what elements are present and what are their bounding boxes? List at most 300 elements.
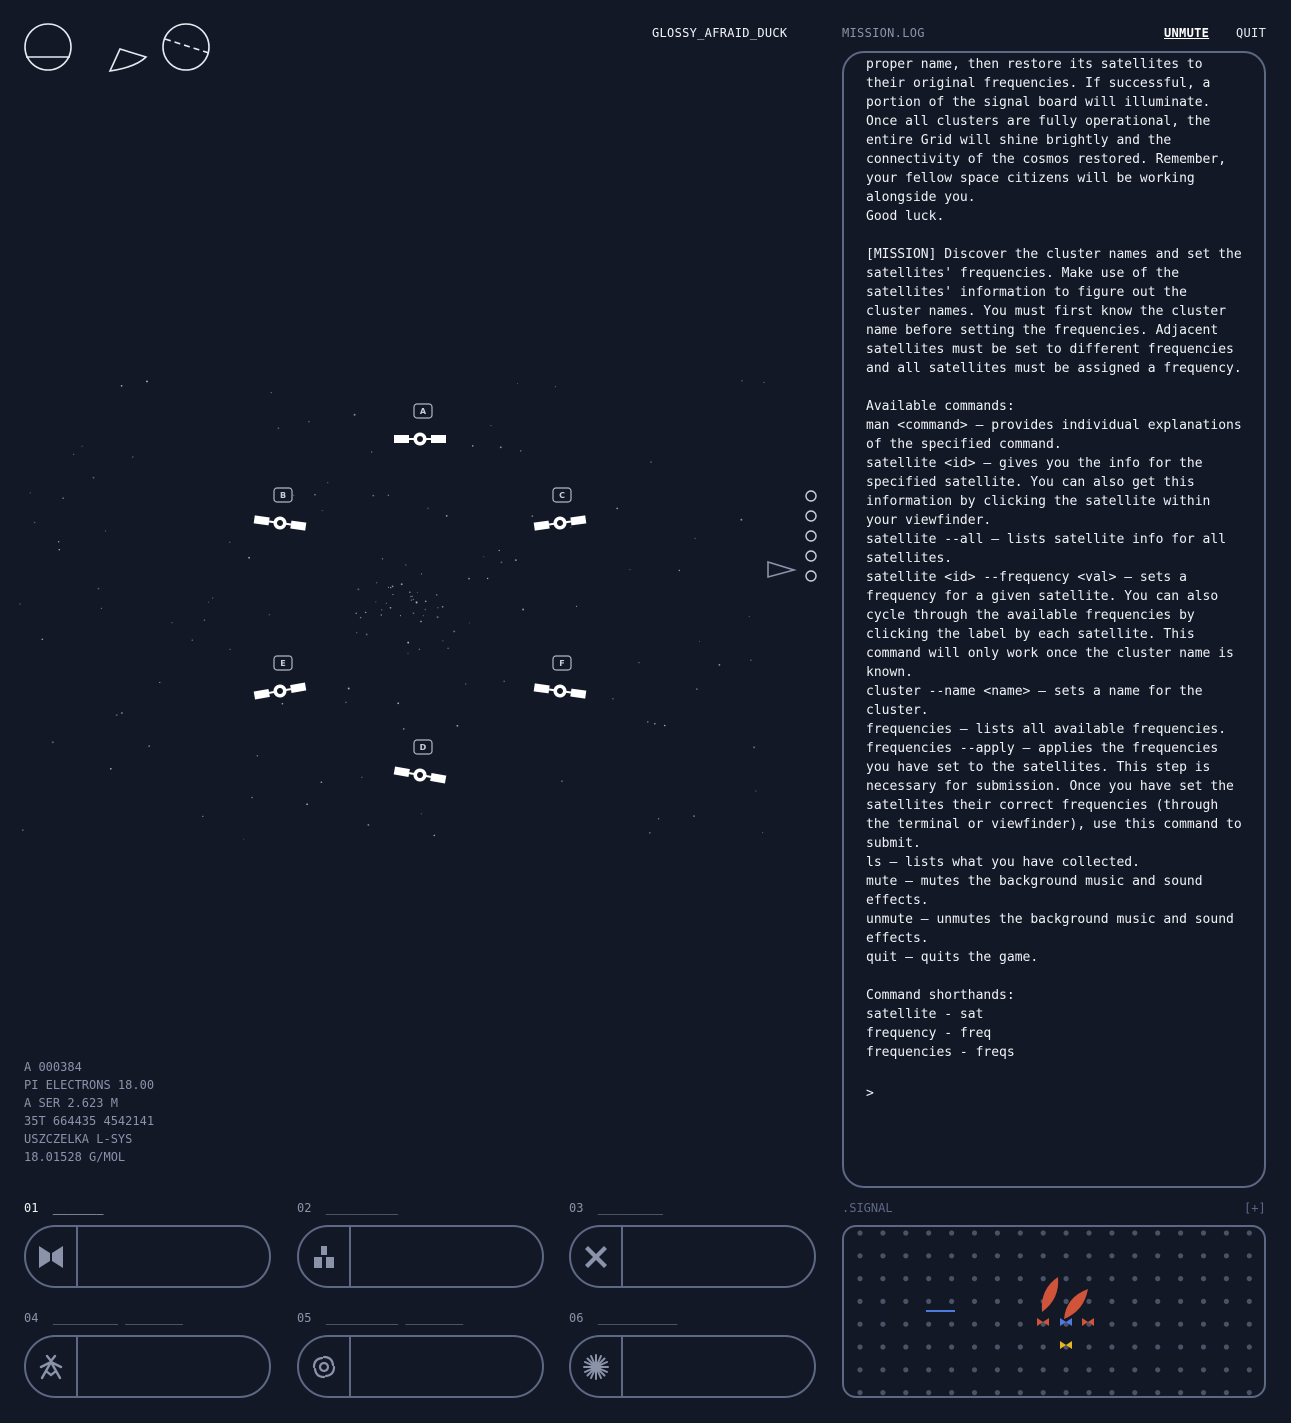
signal-dot <box>1132 1230 1137 1235</box>
star <box>367 824 369 826</box>
signal-dot <box>1086 1230 1091 1235</box>
signal-dot <box>926 1367 931 1372</box>
signal-dot <box>857 1390 862 1395</box>
cluster-name: _______ <box>52 1201 104 1215</box>
star <box>73 454 74 455</box>
signal-dot <box>972 1322 977 1327</box>
svg-text:A: A <box>419 407 427 416</box>
signal-dot <box>1086 1367 1091 1372</box>
signal-dot <box>949 1390 954 1395</box>
terminal-prompt[interactable]: > <box>866 1086 874 1101</box>
star <box>442 640 443 641</box>
signal-dot <box>926 1230 931 1235</box>
cluster-slot-02 <box>297 1201 398 1215</box>
star <box>191 639 193 641</box>
signal-dot <box>1018 1390 1023 1395</box>
signal-dot <box>1109 1253 1114 1258</box>
cluster-pager <box>768 491 816 581</box>
star <box>390 607 392 609</box>
star <box>433 835 435 837</box>
star <box>251 797 253 799</box>
signal-dot <box>1178 1344 1183 1349</box>
signal-dot <box>949 1299 954 1304</box>
star <box>62 497 64 499</box>
cluster-number: 04 <box>24 1311 39 1325</box>
cluster-number: 01 <box>24 1201 39 1215</box>
star <box>740 519 742 521</box>
planet-icon <box>25 24 71 70</box>
star <box>436 594 437 595</box>
star <box>423 615 424 616</box>
cross-icon <box>582 1243 610 1271</box>
pager-dot[interactable] <box>806 551 816 561</box>
pager-dot[interactable] <box>806 511 816 521</box>
cluster-name: __________ ________ <box>325 1311 464 1325</box>
star <box>360 617 361 618</box>
mission-log-terminal[interactable] <box>842 51 1266 1188</box>
signal-dot <box>1155 1299 1160 1304</box>
satellite-icon[interactable] <box>533 681 586 701</box>
signal-dot <box>903 1390 908 1395</box>
star <box>531 515 533 517</box>
signal-dot <box>903 1344 908 1349</box>
signal-glyph <box>1037 1277 1094 1349</box>
cluster-slot-button[interactable] <box>297 1225 544 1288</box>
star <box>356 632 357 633</box>
signal-dot <box>1247 1322 1252 1327</box>
signal-dot <box>1018 1253 1023 1258</box>
signal-dot <box>1041 1253 1046 1258</box>
signal-dot <box>1018 1299 1023 1304</box>
signal-dot <box>926 1390 931 1395</box>
svg-text:C: C <box>559 491 565 500</box>
signal-dot <box>1178 1230 1183 1235</box>
signal-dot <box>1201 1322 1206 1327</box>
signal-dot <box>1224 1253 1229 1258</box>
signal-dot <box>1155 1344 1160 1349</box>
star <box>650 461 651 462</box>
star <box>327 482 328 483</box>
satellite-d[interactable] <box>393 740 446 786</box>
signal-dot <box>880 1253 885 1258</box>
signal-dot <box>1224 1322 1229 1327</box>
quit-button[interactable]: QUIT <box>1236 26 1267 40</box>
signal-dot <box>949 1322 954 1327</box>
cluster-slot-button[interactable] <box>297 1335 544 1398</box>
cluster-slot-button[interactable] <box>569 1225 816 1288</box>
signal-grid <box>844 1227 1264 1396</box>
signal-dot <box>1109 1276 1114 1281</box>
signal-dot <box>1109 1230 1114 1235</box>
viewfinder[interactable] <box>0 300 830 880</box>
star <box>52 741 54 743</box>
signal-dot <box>949 1230 954 1235</box>
signal-dot <box>1018 1276 1023 1281</box>
signal-dot <box>972 1253 977 1258</box>
star <box>419 649 420 650</box>
signal-dot <box>1132 1322 1137 1327</box>
star <box>410 596 411 597</box>
readout-line: USZCZELKA L-SYS <box>24 1132 133 1146</box>
signal-dot <box>1041 1390 1046 1395</box>
star <box>229 649 230 650</box>
star <box>654 723 656 725</box>
star <box>447 648 448 649</box>
satellite-label-f[interactable] <box>553 656 571 670</box>
star <box>132 456 133 457</box>
star <box>105 530 106 531</box>
star <box>110 768 112 770</box>
star <box>271 392 272 393</box>
star <box>345 702 347 704</box>
unmute-button[interactable]: UNMUTE <box>1164 26 1210 40</box>
signal-dot <box>1064 1367 1069 1372</box>
star <box>664 725 666 727</box>
star <box>520 450 522 452</box>
signal-dot <box>1132 1276 1137 1281</box>
signal-dot <box>1041 1276 1046 1281</box>
signal-dot <box>1109 1367 1114 1372</box>
signal-dot <box>1155 1253 1160 1258</box>
star <box>469 622 470 623</box>
cluster-number: 02 <box>297 1201 312 1215</box>
satellite-label-a[interactable] <box>414 404 432 418</box>
signal-dot <box>1155 1367 1160 1372</box>
signal-dot <box>1155 1276 1160 1281</box>
star <box>483 556 484 557</box>
signal-dot <box>1086 1253 1091 1258</box>
star <box>386 603 387 604</box>
signal-dot <box>1155 1230 1160 1235</box>
signal-dot <box>903 1322 908 1327</box>
star <box>390 587 391 588</box>
star <box>442 606 444 608</box>
signal-dot <box>1201 1344 1206 1349</box>
star <box>629 569 630 570</box>
signal-dot <box>857 1253 862 1258</box>
signal-dot <box>1224 1276 1229 1281</box>
signal-dot <box>1086 1390 1091 1395</box>
signal-dot <box>1018 1230 1023 1235</box>
signal-expand-button[interactable]: [+] <box>1244 1201 1266 1215</box>
signal-dot <box>1247 1230 1252 1235</box>
star <box>22 829 24 831</box>
star <box>380 614 382 616</box>
satellite-label-d[interactable] <box>414 740 432 754</box>
star <box>696 688 697 689</box>
star <box>308 421 310 423</box>
cluster-slot-03 <box>569 1201 663 1215</box>
star <box>407 642 409 644</box>
satellite-b[interactable] <box>253 488 306 533</box>
signal-dot <box>1109 1322 1114 1327</box>
star <box>576 606 577 607</box>
star <box>421 573 422 574</box>
star <box>612 698 613 699</box>
player-name: GLOSSY_AFRAID_DUCK <box>652 26 788 40</box>
readout-line: A SER 2.623 M <box>24 1096 118 1110</box>
satellite-icon[interactable] <box>533 513 586 533</box>
star <box>763 382 764 383</box>
signal-dot <box>1109 1344 1114 1349</box>
star <box>453 630 455 632</box>
pager-arrow-icon[interactable] <box>768 562 794 577</box>
signal-dot <box>1132 1344 1137 1349</box>
star <box>397 702 399 704</box>
star <box>570 527 571 528</box>
star <box>417 592 418 593</box>
star <box>357 588 359 590</box>
star <box>699 641 700 642</box>
satellite-label-b[interactable] <box>274 488 292 502</box>
signal-dot <box>1064 1253 1069 1258</box>
star <box>93 477 95 479</box>
star <box>753 746 755 748</box>
signal-dot <box>1132 1367 1137 1372</box>
signal-dot <box>1201 1390 1206 1395</box>
signal-title: .SIGNAL <box>842 1201 893 1215</box>
cluster-slot-button[interactable] <box>24 1335 271 1398</box>
signal-dot <box>880 1367 885 1372</box>
star <box>146 380 148 382</box>
star <box>421 813 422 814</box>
signal-dot <box>972 1344 977 1349</box>
star <box>408 653 409 654</box>
star <box>322 510 323 511</box>
star <box>401 583 403 585</box>
signal-dot <box>1109 1390 1114 1395</box>
star <box>392 586 394 588</box>
blocks-icon <box>310 1243 338 1271</box>
star <box>212 598 213 599</box>
signal-dot <box>995 1367 1000 1372</box>
star <box>413 599 414 600</box>
satellite-icon[interactable] <box>253 680 306 702</box>
star <box>501 561 503 563</box>
star <box>693 815 694 816</box>
signal-dot <box>949 1367 954 1372</box>
signal-dot <box>857 1230 862 1235</box>
starfield <box>19 380 764 840</box>
star <box>388 495 389 496</box>
signal-dot <box>972 1276 977 1281</box>
signal-dot <box>1224 1344 1229 1349</box>
star <box>749 616 750 617</box>
star <box>649 832 651 834</box>
signal-dot <box>1247 1344 1252 1349</box>
signal-dot <box>1155 1390 1160 1395</box>
star <box>638 662 640 664</box>
cluster-slot-button[interactable] <box>24 1225 271 1288</box>
signal-dot <box>926 1253 931 1258</box>
cluster-slot-button[interactable] <box>569 1335 816 1398</box>
signal-dot <box>1178 1322 1183 1327</box>
star <box>762 832 763 833</box>
signal-dot <box>880 1344 885 1349</box>
signal-dot <box>995 1299 1000 1304</box>
signal-dot <box>880 1230 885 1235</box>
star <box>41 638 43 640</box>
star <box>499 550 500 551</box>
cluster-name: _________ ________ <box>52 1311 183 1325</box>
signal-dot <box>995 1322 1000 1327</box>
star <box>490 425 491 426</box>
satellite-icon[interactable] <box>393 764 446 786</box>
star <box>282 703 284 705</box>
star <box>487 578 488 579</box>
signal-dot <box>1086 1276 1091 1281</box>
signal-dot <box>1224 1367 1229 1372</box>
star <box>376 582 377 583</box>
star <box>321 781 323 783</box>
signal-dot <box>926 1299 931 1304</box>
star <box>306 803 308 805</box>
signal-dot <box>1018 1344 1023 1349</box>
signal-dot <box>1201 1230 1206 1235</box>
satellite-a[interactable] <box>394 404 446 446</box>
star <box>354 414 356 416</box>
star <box>366 634 368 636</box>
signal-dot <box>949 1253 954 1258</box>
star <box>19 603 20 604</box>
svg-text:F: F <box>559 659 565 668</box>
signal-dot <box>1247 1253 1252 1258</box>
svg-text:D: D <box>419 743 427 752</box>
star <box>750 660 751 661</box>
signal-dot <box>949 1344 954 1349</box>
satellite-c[interactable] <box>533 488 586 533</box>
signal-dot <box>995 1276 1000 1281</box>
pager-dot[interactable] <box>806 491 816 501</box>
signal-dot <box>1064 1390 1069 1395</box>
star <box>405 564 406 565</box>
signal-dot <box>880 1299 885 1304</box>
star <box>208 602 209 603</box>
pager-dot[interactable] <box>806 571 816 581</box>
star <box>372 495 374 497</box>
signal-dot <box>1041 1344 1046 1349</box>
star <box>437 607 438 608</box>
cluster-number: 06 <box>569 1311 584 1325</box>
signal-dot <box>1109 1299 1114 1304</box>
star <box>82 446 83 447</box>
star <box>446 515 448 517</box>
svg-text:E: E <box>280 659 286 668</box>
signal-dot <box>1086 1344 1091 1349</box>
signal-dot <box>903 1230 908 1235</box>
signal-dot <box>857 1367 862 1372</box>
star <box>755 790 756 791</box>
terminal-output: proper name, then restore its satellites to their original frequencies. If successful, a portion of the signal board will illuminate. Once all clusters are fully operational, the entire Grid will shine brightly and the connectivity of the cosmos restored. Remember, your fellow space citizens will be working alongside you. Good luck. [MISSION] Discover the cluster names and set the satellites' frequencies. Make use of the satellites' information to figure out the cluster names. You must first know the cluster name before setting the frequencies. Adjacent satellites must be set to different frequencies and all satellites must be assigned a frequency. Available commands: man <command> – provides individual explanations of the specified command. satellite <id> – gives you the info for the specified satellite. You can also get this information by clicking the satellite within your viewfinder. satellite --all – lists satellite info for all satellites. satellite <id> --frequency <val> – sets a frequency for a given satellite. You can also cycle through the available frequencies by clicking the label by each satellite. This command will only work once the cluster name is known. cluster --name <name> – sets a name for the cluster. frequencies – lists all available frequencies. frequencies --apply – applies the frequencies you have set to the satellites. This step is necessary for submission. Once you have set the satellites their correct frequencies (through the terminal or viewfinder), use this command to submit. ls – lists what you have collected. mute – mutes the background music and sound effects. unmute – unmutes the background music and sound effects. quit – quits the game. Command shorthands: satellite - sat frequency - freq frequencies - freqs <box>866 57 1242 1060</box>
readout-line: 35T 664435 4542141 <box>24 1114 155 1128</box>
star <box>411 599 412 600</box>
star <box>504 681 505 682</box>
signal-dot <box>1155 1322 1160 1327</box>
cluster-name: _________ <box>597 1201 663 1215</box>
signal-board <box>842 1225 1266 1398</box>
signal-dot <box>1018 1367 1023 1372</box>
star <box>522 609 524 611</box>
signal-dot <box>1041 1230 1046 1235</box>
signal-dot <box>972 1230 977 1235</box>
signal-dot <box>949 1276 954 1281</box>
star <box>243 839 244 840</box>
signal-dot <box>1041 1367 1046 1372</box>
star <box>229 542 230 543</box>
star <box>58 541 59 542</box>
signal-dot <box>995 1230 1000 1235</box>
star <box>719 664 721 666</box>
star <box>314 494 315 495</box>
star <box>679 570 680 571</box>
pager-dot[interactable] <box>806 531 816 541</box>
star <box>517 383 518 384</box>
signal-dot <box>1201 1367 1206 1372</box>
star <box>269 614 270 615</box>
cluster-slot-06 <box>569 1311 677 1325</box>
star <box>741 380 742 381</box>
star <box>148 745 150 747</box>
star <box>30 492 31 493</box>
star <box>101 608 102 609</box>
bowtie-icon <box>37 1243 65 1271</box>
starburst-icon <box>582 1353 610 1381</box>
star <box>121 712 123 714</box>
star <box>694 538 695 539</box>
star <box>365 612 366 613</box>
star <box>425 600 427 602</box>
spiral-icon <box>310 1353 338 1381</box>
star <box>400 615 401 616</box>
satellite-label-c[interactable] <box>553 488 571 502</box>
satellite-label-e[interactable] <box>274 656 292 670</box>
signal-dot <box>1247 1299 1252 1304</box>
signal-dot <box>1224 1299 1229 1304</box>
signal-dot <box>1201 1299 1206 1304</box>
signal-dot <box>972 1367 977 1372</box>
star <box>204 619 206 621</box>
readout-line: PI ELECTRONS 18.00 <box>24 1078 155 1092</box>
cluster-number: 03 <box>569 1201 584 1215</box>
signal-dot <box>1018 1322 1023 1327</box>
signal-dot <box>1132 1299 1137 1304</box>
sphere-icon <box>163 24 209 70</box>
cluster-slot-05 <box>297 1311 463 1325</box>
star <box>500 446 502 448</box>
satellite-icon[interactable] <box>394 433 446 446</box>
signal-dot <box>903 1253 908 1258</box>
wedge-icon <box>110 49 146 71</box>
star <box>561 781 562 782</box>
signal-dot <box>972 1390 977 1395</box>
star <box>355 613 357 615</box>
satellite-e[interactable] <box>253 656 306 702</box>
satellite-f[interactable] <box>533 656 586 701</box>
svg-text:B: B <box>279 491 287 500</box>
star <box>515 559 517 561</box>
satellite-icon[interactable] <box>253 513 306 533</box>
star <box>278 427 280 429</box>
star <box>375 601 376 602</box>
signal-dot <box>1064 1276 1069 1281</box>
star <box>361 777 362 778</box>
star <box>413 612 415 614</box>
star <box>382 558 383 559</box>
signal-dot <box>1178 1253 1183 1258</box>
signal-dot <box>903 1299 908 1304</box>
star <box>293 495 294 496</box>
signal-dot <box>1064 1230 1069 1235</box>
